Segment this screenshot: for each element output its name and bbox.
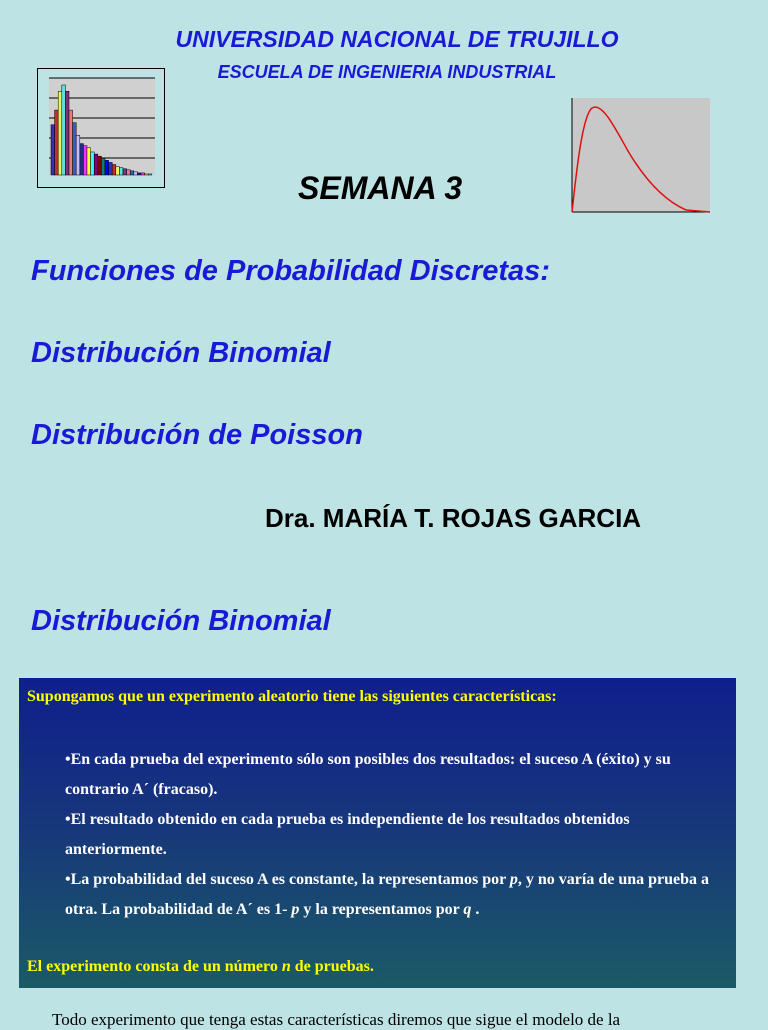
box-footer: El experimento consta de un número n de pruebas.: [27, 958, 374, 975]
box-intro: Supongamos que un experimento aleatorio tiene las siguientes características:: [27, 688, 557, 705]
histogram-bar: [105, 160, 109, 175]
list-item: •El resultado obtenido en cada prueba es independiente de los resultados obtenidos anteriormente.: [65, 811, 630, 858]
histogram-bar: [98, 156, 102, 175]
histogram-bar: [69, 110, 73, 175]
histogram-bar: [145, 174, 149, 175]
histogram-bar: [137, 173, 141, 175]
histogram-bar: [91, 152, 95, 175]
histogram-bar: [112, 165, 116, 175]
author-name: Dra. MARÍA T. ROJAS GARCIA: [265, 503, 642, 533]
histogram-bar: [148, 174, 152, 175]
topic-binomial: Distribución Binomial: [31, 337, 331, 369]
histogram-bar: [101, 158, 105, 175]
body-text: Todo experimento que tenga estas características diremos que sigue el modelo de la: [52, 1010, 621, 1029]
histogram-bar: [123, 169, 127, 175]
histogram-bar: [62, 85, 66, 175]
section-heading: Distribución Binomial: [31, 605, 331, 637]
school-name: ESCUELA DE INGENIERIA INDUSTRIAL: [217, 62, 557, 82]
histogram-bar: [55, 110, 59, 175]
characteristics-box: [19, 678, 736, 988]
week-label: SEMANA 3: [298, 170, 463, 206]
list-item: •La probabilidad del suceso A es constante, la representamos por p, y no varía de una prueba a otra. La probabilidad de A´ es 1- p y la representamos por q .: [65, 871, 710, 918]
histogram-bar: [73, 123, 77, 175]
university-name: UNIVERSIDAD NACIONAL DE TRUJILLO: [175, 26, 619, 52]
histogram-bar: [134, 172, 138, 175]
histogram-bar: [51, 125, 55, 175]
histogram-bar: [94, 154, 98, 175]
histogram-bar: [58, 91, 62, 175]
histogram-bar: [130, 171, 134, 175]
histogram-bar: [83, 146, 87, 175]
topic-poisson: Distribución de Poisson: [31, 419, 363, 451]
histogram-image: [37, 68, 165, 188]
histogram-bar: [87, 148, 91, 175]
histogram-bar: [116, 167, 120, 175]
topic-title: Funciones de Probabilidad Discretas:: [31, 255, 550, 287]
characteristics-list: [65, 745, 725, 925]
histogram-bar: [80, 144, 84, 175]
histogram-bar: [76, 135, 80, 175]
histogram-bar: [141, 173, 145, 175]
list-item: •En cada prueba del experimento sólo son posibles dos resultados: el suceso A (éxito) y su contrario A´ (fracaso).: [65, 751, 671, 798]
histogram-bar: [109, 162, 113, 175]
histogram-bar: [127, 170, 131, 175]
histogram-bar: [65, 91, 69, 175]
histogram-bar: [119, 168, 123, 175]
density-curve-image: [568, 96, 710, 216]
